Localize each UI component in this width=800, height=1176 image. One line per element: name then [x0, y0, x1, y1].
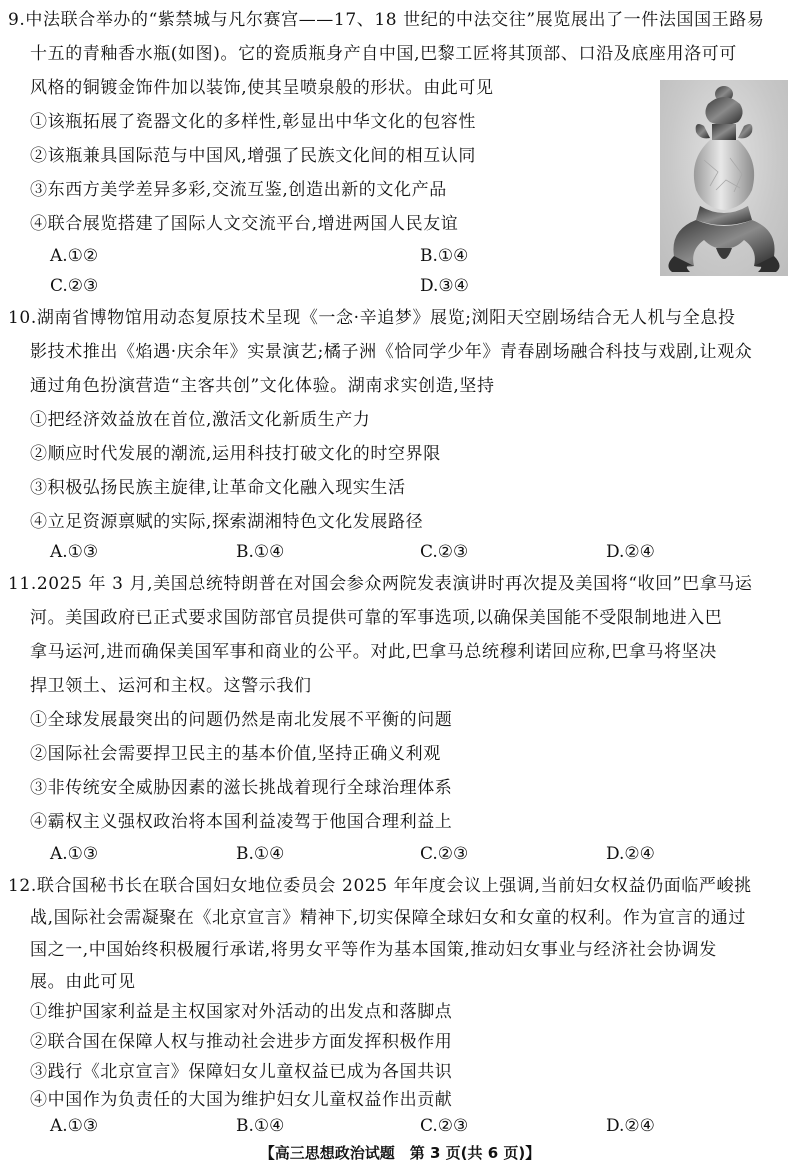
option-c[interactable]: C.②③	[420, 1116, 469, 1136]
option-b[interactable]: B.①④	[236, 1116, 285, 1136]
statement-1: ①把经济效益放在首位,激活文化新质生产力	[30, 410, 371, 430]
statement-2: ②国际社会需要捍卫民主的基本价值,坚持正确义利观	[30, 744, 441, 764]
option-c[interactable]: C.②③	[420, 542, 469, 562]
question-text-line: 国之一,中国始终积极履行承诺,将男女平等作为基本国策,推动妇女事业与经济社会协调发	[30, 940, 717, 960]
question-text-line: 河。美国政府已正式要求国防部官员提供可靠的军事选项,以确保美国能不受限制地进入巴	[30, 608, 723, 628]
statement-2: ②联合国在保障人权与推动社会进步方面发挥积极作用	[30, 1032, 453, 1052]
option-d[interactable]: D.②④	[606, 844, 655, 864]
question-text-line: 11.2025 年 3 月,美国总统特朗普在对国会参众两院发表演讲时再次提及美国将“收回”巴拿马运	[8, 574, 753, 594]
vase-illustration	[660, 80, 788, 276]
option-c[interactable]: C.②③	[50, 276, 99, 296]
question-text-line: 展。由此可见	[30, 972, 136, 992]
statement-4: ④中国作为负责任的大国为维护妇女儿童权益作出贡献	[30, 1090, 453, 1110]
question-text-line: 12.联合国秘书长在联合国妇女地位委员会 2025 年年度会议上强调,当前妇女权益仍面临严峻挑	[8, 876, 752, 896]
statement-4: ④立足资源禀赋的实际,探索湖湘特色文化发展路径	[30, 512, 424, 532]
option-b[interactable]: B.①④	[236, 844, 285, 864]
option-a[interactable]: A.①③	[50, 844, 99, 864]
statement-4: ④联合展览搭建了国际人文交流平台,增进两国人民友谊	[30, 214, 459, 234]
question-text-line: 9.中法联合举办的“紫禁城与凡尔赛宫——17、18 世纪的中法交往”展览展出了一件法国国王路易	[8, 10, 765, 30]
option-d[interactable]: D.②④	[606, 542, 655, 562]
vase-photo	[660, 80, 788, 276]
option-b[interactable]: B.①④	[236, 542, 285, 562]
option-d[interactable]: D.③④	[420, 276, 469, 296]
option-a[interactable]: A.①②	[50, 246, 99, 266]
question-text-line: 通过角色扮演营造“主客共创”文化体验。湖南求实创造,坚持	[30, 376, 495, 396]
question-text-line: 10.湖南省博物馆用动态复原技术呈现《一念·辛追梦》展览;浏阳天空剧场结合无人机与全息投	[8, 308, 736, 328]
statement-4: ④霸权主义强权政治将本国利益凌驾于他国合理利益上	[30, 812, 453, 832]
statement-1: ①全球发展最突出的问题仍然是南北发展不平衡的问题	[30, 710, 453, 730]
question-text-line: 拿马运河,进而确保美国军事和商业的公平。对此,巴拿马总统穆利诺回应称,巴拿马将坚决	[30, 642, 717, 662]
question-text-line: 风格的铜镀金饰件加以装饰,使其呈喷泉般的形状。由此可见	[30, 78, 494, 98]
option-d[interactable]: D.②④	[606, 1116, 655, 1136]
statement-3: ③非传统安全威胁因素的滋长挑战着现行全球治理体系	[30, 778, 453, 798]
statement-3: ③东西方美学差异多彩,交流互鉴,创造出新的文化产品	[30, 180, 447, 200]
option-a[interactable]: A.①③	[50, 1116, 99, 1136]
statement-1: ①该瓶拓展了瓷器文化的多样性,彰显出中华文化的包容性	[30, 112, 477, 132]
statement-3: ③积极弘扬民族主旋律,让革命文化融入现实生活	[30, 478, 406, 498]
question-text-line: 捍卫领土、运河和主权。这警示我们	[30, 676, 312, 696]
question-text-line: 影技术推出《焰遇·庆余年》实景演艺;橘子洲《恰同学少年》青春剧场融合科技与戏剧,让观众	[30, 342, 753, 362]
option-b[interactable]: B.①④	[420, 246, 469, 266]
statement-3: ③践行《北京宣言》保障妇女儿童权益已成为各国共识	[30, 1062, 453, 1082]
option-a[interactable]: A.①③	[50, 542, 99, 562]
question-text-line: 十五的青釉香水瓶(如图)。它的瓷质瓶身产自中国,巴黎工匠将其顶部、口沿及底座用洛可可	[30, 44, 737, 64]
page-footer: 【高三思想政治试题 第 3 页(共 6 页)】	[259, 1144, 541, 1162]
statement-1: ①维护国家利益是主权国家对外活动的出发点和落脚点	[30, 1002, 453, 1022]
statement-2: ②该瓶兼具国际范与中国风,增强了民族文化间的相互认同	[30, 146, 477, 166]
statement-2: ②顺应时代发展的潮流,运用科技打破文化的时空界限	[30, 444, 441, 464]
question-text-line: 战,国际社会需凝聚在《北京宣言》精神下,切实保障全球妇女和女童的权利。作为宣言的通过	[30, 908, 747, 928]
option-c[interactable]: C.②③	[420, 844, 469, 864]
